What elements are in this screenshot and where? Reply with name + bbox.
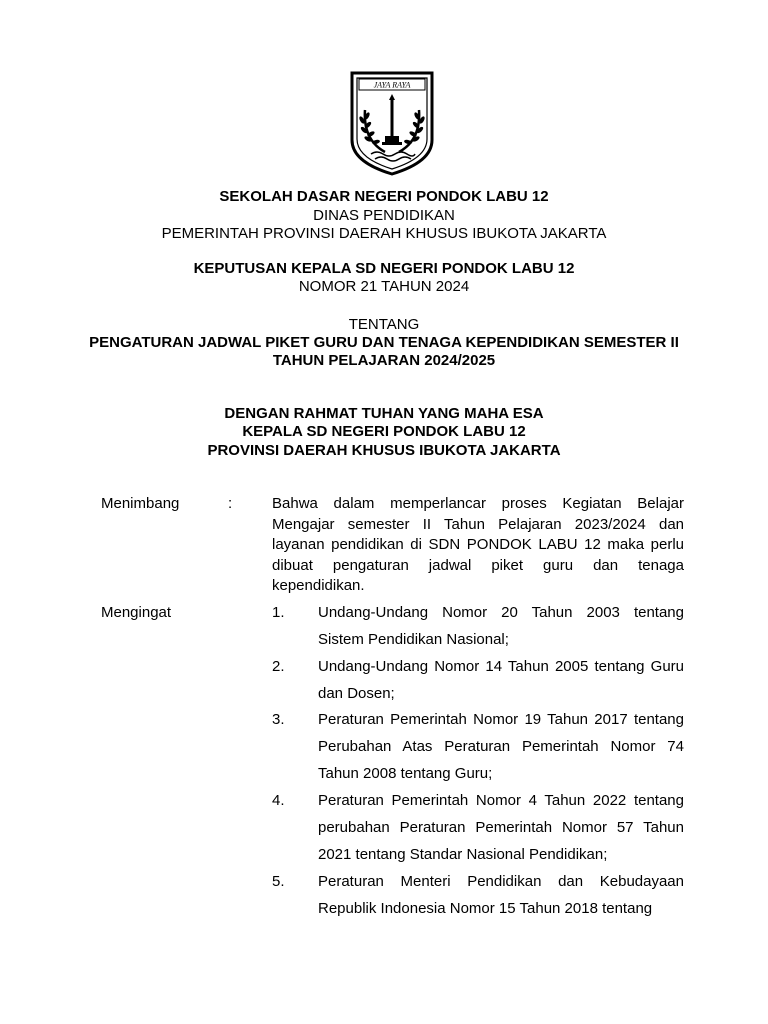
about-label: TENTANG	[348, 316, 420, 333]
list-item-number: 3.	[272, 711, 285, 728]
list-item: Undang-Undang Nomor 14 Tahun 2005 tentang Guru dan Dosen;	[318, 658, 684, 702]
emblem-motto: JAYA RAYA	[373, 80, 411, 90]
school-name: SEKOLAH DASAR NEGERI PONDOK LABU 12	[219, 188, 549, 205]
list-item-number: 2.	[272, 658, 285, 675]
invocation-line3: PROVINSI DAERAH KHUSUS IBUKOTA JAKARTA	[207, 442, 561, 459]
agency-name: DINAS PENDIDIKAN	[313, 207, 455, 224]
invocation-line1: DENGAN RAHMAT TUHAN YANG MAHA ESA	[224, 405, 544, 422]
list-item-number: 4.	[272, 792, 285, 809]
jakarta-emblem-icon	[349, 70, 435, 176]
considering-label: Menimbang	[101, 495, 180, 512]
list-item: Peraturan Pemerintah Nomor 4 Tahun 2022 tentang perubahan Peraturan Pemerintah Nomor 57 Tahun 2021 tentang Standar Nasional Pendidikan;	[318, 792, 684, 863]
list-item-number: 5.	[272, 873, 285, 890]
decree-number: NOMOR 21 TAHUN 2024	[298, 278, 470, 295]
considering-text: Bahwa dalam memperlancar proses Kegiatan Belajar Mengajar semester II Tahun Pelajaran 2023/2024 dan layanan pendidikan di SDN PONDOK LABU 12 maka perlu dibuat pengaturan jadwal piket guru dan tenaga kependidikan.	[272, 495, 684, 594]
list-item: Undang-Undang Nomor 20 Tahun 2003 tentang Sistem Pendidikan Nasional;	[318, 604, 684, 648]
government-name: PEMERINTAH PROVINSI DAERAH KHUSUS IBUKOTA JAKARTA	[161, 225, 607, 242]
considering-colon: :	[228, 495, 233, 512]
list-item-number: 1.	[272, 604, 285, 621]
decree-subject-line1: PENGATURAN JADWAL PIKET GURU DAN TENAGA KEPENDIDIKAN SEMESTER II	[89, 334, 679, 351]
list-item: Peraturan Menteri Pendidikan dan Kebudayaan Republik Indonesia Nomor 15 Tahun 2018 tentang	[318, 873, 684, 917]
recalling-label: Mengingat	[101, 604, 172, 621]
invocation-line2: KEPALA SD NEGERI PONDOK LABU 12	[242, 423, 526, 440]
list-item: Peraturan Pemerintah Nomor 19 Tahun 2017 tentang Perubahan Atas Peraturan Pemerintah Nomor 74 Tahun 2008 tentang Guru;	[318, 711, 684, 782]
decree-subject-line2: TAHUN PELAJARAN 2024/2025	[272, 352, 496, 369]
decree-title: KEPUTUSAN KEPALA SD NEGERI PONDOK LABU 12	[193, 260, 575, 277]
